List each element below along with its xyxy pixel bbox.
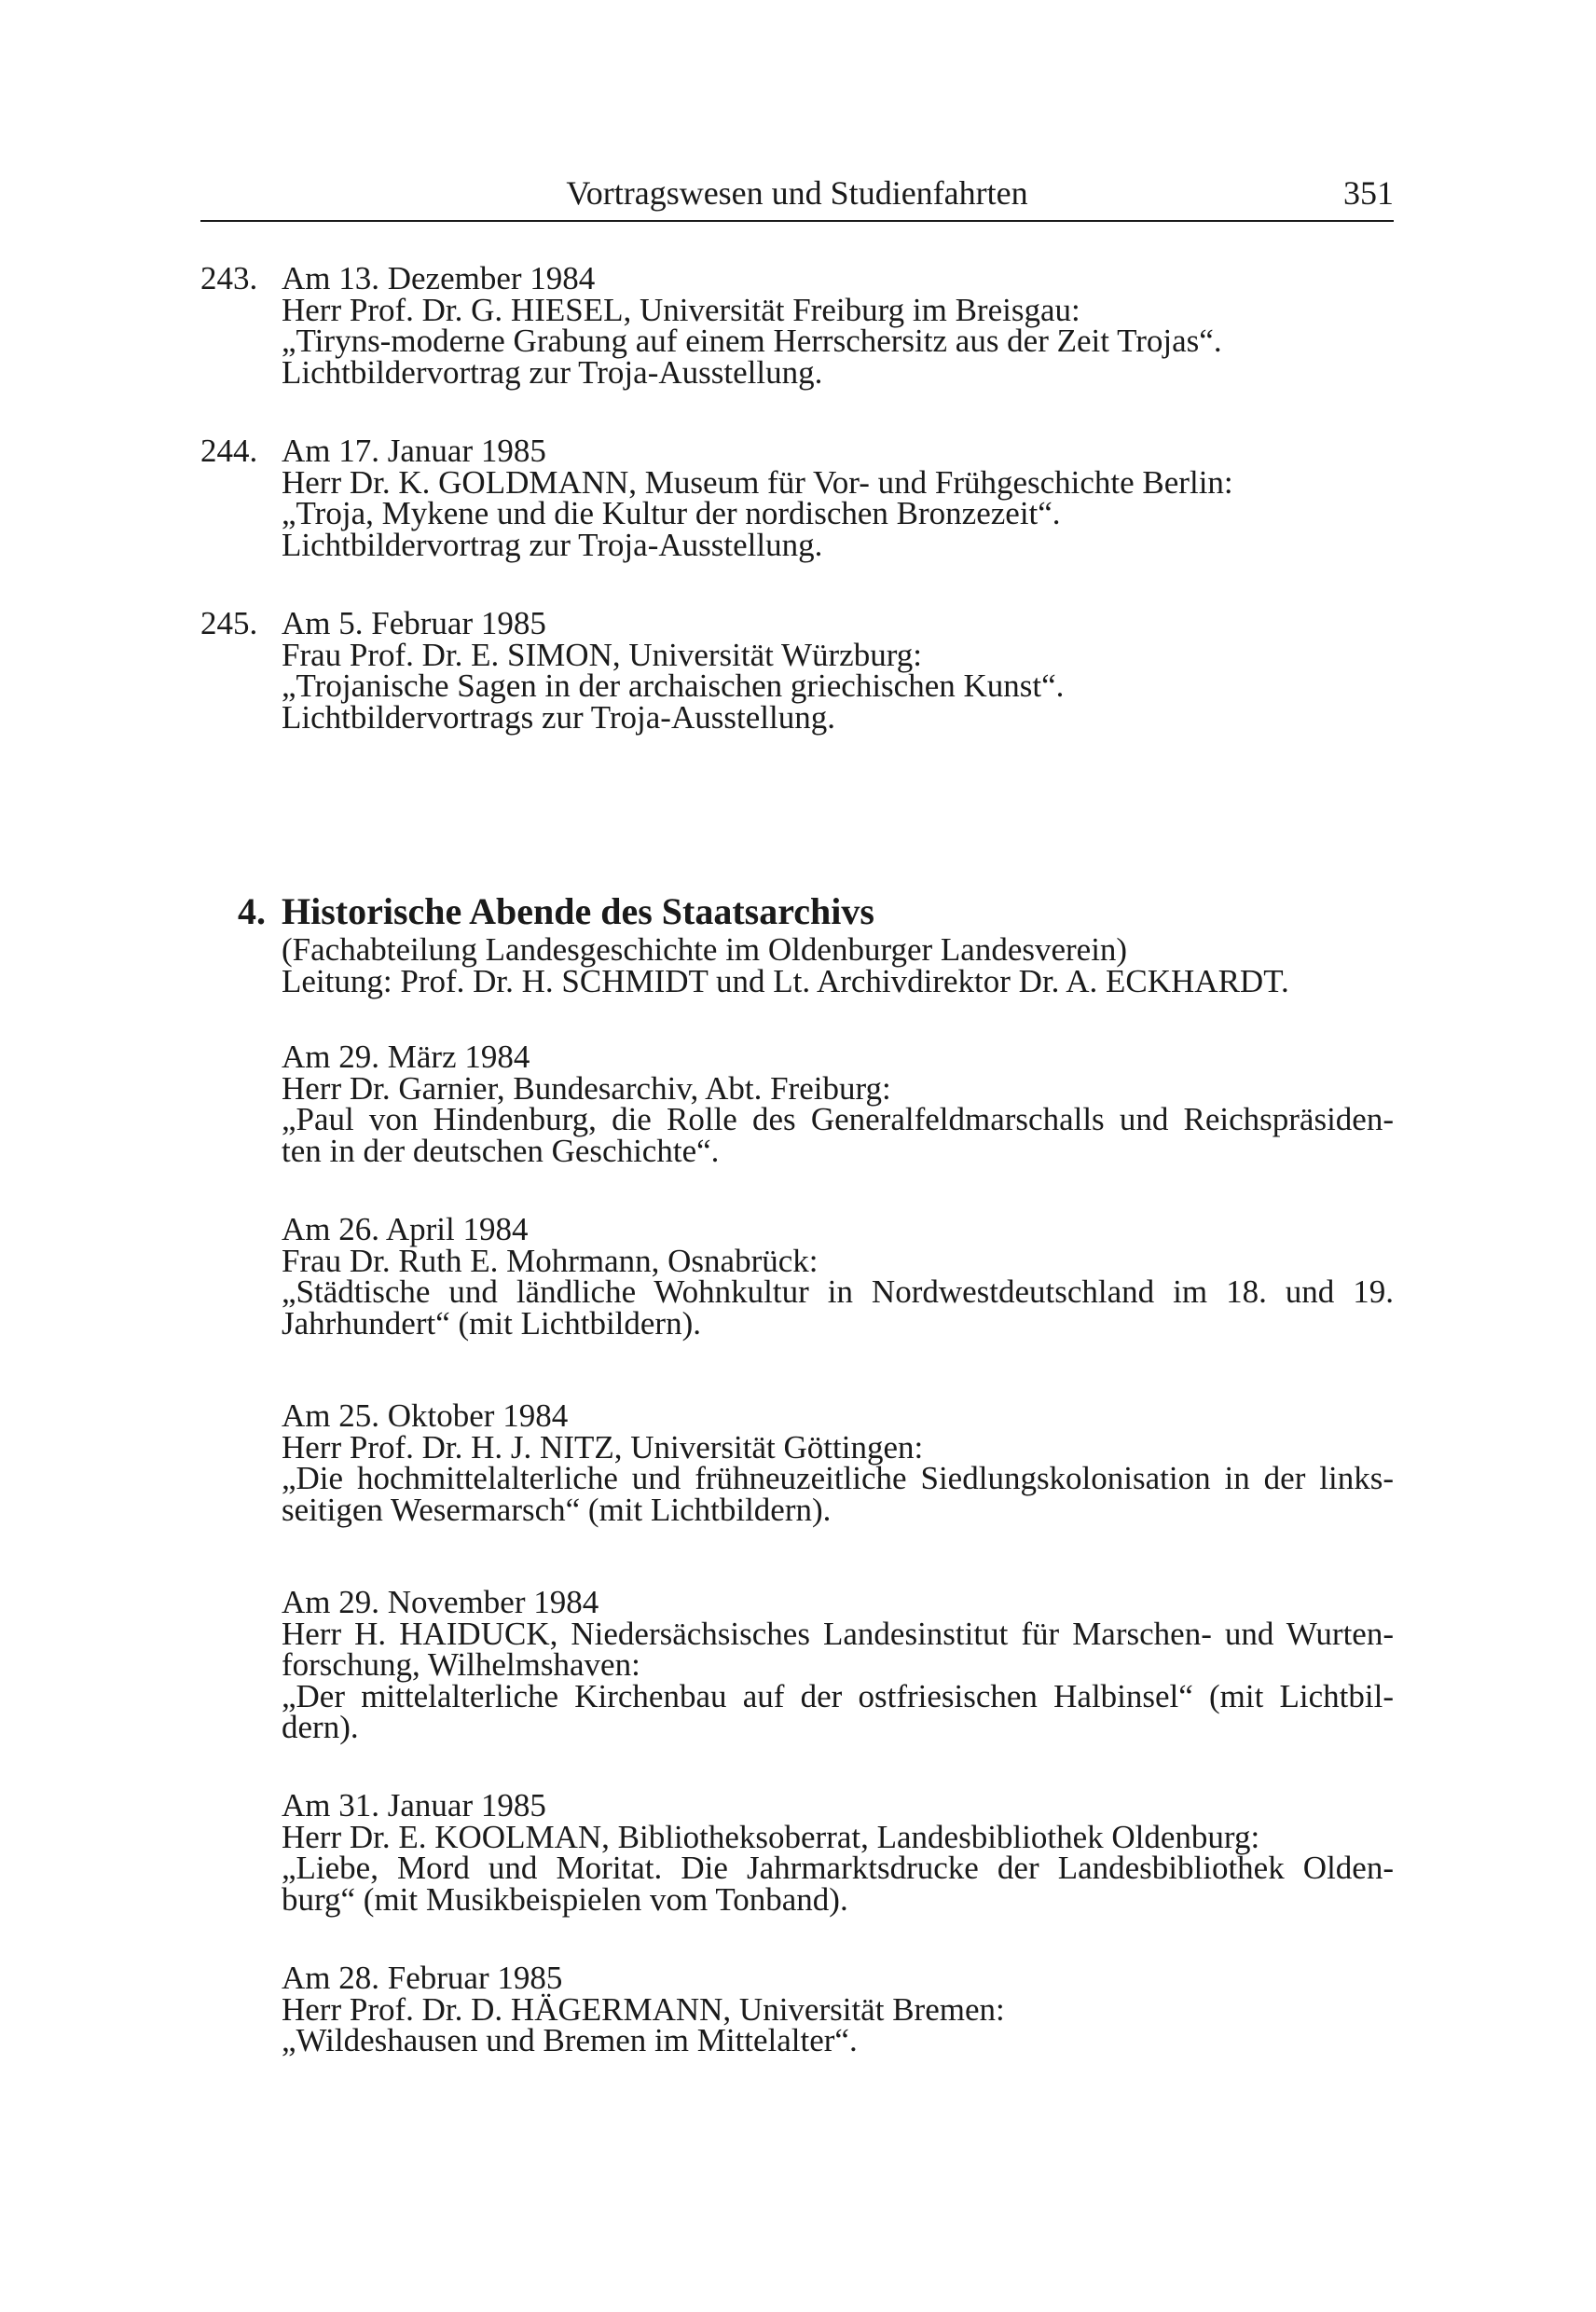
event-date: Am 29. November 1984: [282, 1584, 599, 1620]
running-header: [200, 170, 1394, 216]
event-topic: „Wildeshausen und Bremen im Mittelalter“.: [282, 2022, 858, 2058]
event-entry: [282, 1584, 1394, 1745]
event-topic: „Liebe, Mord und Moritat. Die Jahrmarktsdrucke der Landesbibliothek Olden-: [282, 1850, 1394, 1886]
event-date: Am 31. Januar 1985: [282, 1787, 546, 1823]
entry-speaker: Herr Dr. K. GOLDMANN, Museum für Vor- und Frühgeschichte Berlin:: [282, 463, 1233, 501]
event-entry: [282, 1211, 1394, 1342]
entry-number: 245.: [200, 605, 258, 641]
event-date: Am 29. März 1984: [282, 1039, 530, 1075]
section-subtitle: (Fachabteilung Landesgeschichte im Oldenburger Landesverein): [282, 931, 1128, 968]
event-topic: „Paul von Hindenburg, die Rolle des Generalfeldmarschalls und Reichspräsiden-: [282, 1101, 1394, 1137]
event-topic: „Der mittelalterliche Kirchenbau auf der ostfriesischen Halbinsel“ (mit Lichtbil-: [282, 1677, 1394, 1714]
entry-date: Am 5. Februar 1985: [282, 605, 546, 641]
entry-body: [282, 260, 1394, 391]
section-heading: [238, 891, 874, 932]
entry-speaker: Herr Prof. Dr. G. HIESEL, Universität Freiburg im Breisgau:: [282, 291, 1080, 328]
event-date: Am 28. Februar 1985: [282, 1960, 563, 1996]
event-speaker: Herr Dr. E. KOOLMAN, Bibliotheksoberrat, Landesbibliothek Oldenburg:: [282, 1818, 1260, 1855]
event-topic-cont: burg“ (mit Musikbeispielen vom Tonband).: [282, 1880, 848, 1918]
event-topic: „Städtische und ländliche Wohnkultur in Nordwestdeutschland im 18. und 19.: [282, 1273, 1394, 1310]
entry-body: [282, 605, 1394, 736]
header-rule: [200, 220, 1394, 222]
entry-number: 243.: [200, 260, 258, 296]
event-topic: „Die hochmittelalterliche und frühneuzeitliche Siedlungskolonisation in der links-: [282, 1460, 1394, 1496]
section-number: 4.: [238, 890, 266, 932]
event-topic-cont: seitigen Wesermarsch“ (mit Lichtbildern).: [282, 1491, 832, 1528]
entry-topic: „Trojanische Sagen in der archaischen griechischen Kunst“.: [282, 667, 1065, 704]
entry-date: Am 17. Januar 1985: [282, 433, 546, 469]
event-topic-cont: ten in der deutschen Geschichte“.: [282, 1132, 720, 1169]
section-leadership: Leitung: Prof. Dr. H. SCHMIDT und Lt. Archivdirektor Dr. A. ECKHARDT.: [282, 962, 1289, 999]
event-entry: [282, 1787, 1394, 1918]
event-date: Am 25. Oktober 1984: [282, 1397, 569, 1434]
entry-topic: „Troja, Mykene und die Kultur der nordischen Bronzezeit“.: [282, 495, 1061, 531]
event-entry: [282, 1397, 1394, 1528]
entry-body: [282, 433, 1394, 563]
event-entry: [282, 1039, 1394, 1169]
entry-note: Lichtbildervortrags zur Troja-Ausstellung.: [282, 698, 835, 736]
event-speaker: Herr Prof. Dr. H. J. NITZ, Universität Göttingen:: [282, 1428, 924, 1466]
section-info: [282, 931, 1394, 999]
event-topic-cont: dern).: [282, 1709, 359, 1745]
event-speaker: Herr Prof. Dr. D. HÄGERMANN, Universität Bremen:: [282, 1990, 1005, 2028]
event-speaker: Frau Dr. Ruth E. Mohrmann, Osnabrück:: [282, 1242, 819, 1279]
page-number: 351: [1343, 174, 1394, 212]
section-title: Historische Abende des Staatsarchivs: [282, 890, 874, 932]
event-speaker: Herr H. HAIDUCK, Niedersächsisches Landesinstitut für Marschen- und Wurten-: [282, 1615, 1394, 1652]
event-speaker: Herr Dr. Garnier, Bundesarchiv, Abt. Freiburg:: [282, 1069, 891, 1107]
event-entry: [282, 1962, 1394, 2057]
entry-note: Lichtbildervortrag zur Troja-Ausstellung.: [282, 526, 823, 563]
event-date: Am 26. April 1984: [282, 1211, 529, 1247]
entry-note: Lichtbildervortrag zur Troja-Ausstellung.: [282, 353, 823, 391]
event-topic-cont: Jahrhundert“ (mit Lichtbildern).: [282, 1304, 701, 1342]
entry-number: 244.: [200, 433, 258, 469]
event-speaker-cont: forschung, Wilhelmshaven:: [282, 1646, 640, 1683]
entry-speaker: Frau Prof. Dr. E. SIMON, Universität Würzburg:: [282, 636, 922, 673]
entry-date: Am 13. Dezember 1984: [282, 260, 596, 296]
entry-topic: „Tiryns-moderne Grabung auf einem Herrschersitz aus der Zeit Trojas“.: [282, 323, 1222, 359]
running-title: Vortragswesen und Studienfahrten: [566, 174, 1028, 212]
